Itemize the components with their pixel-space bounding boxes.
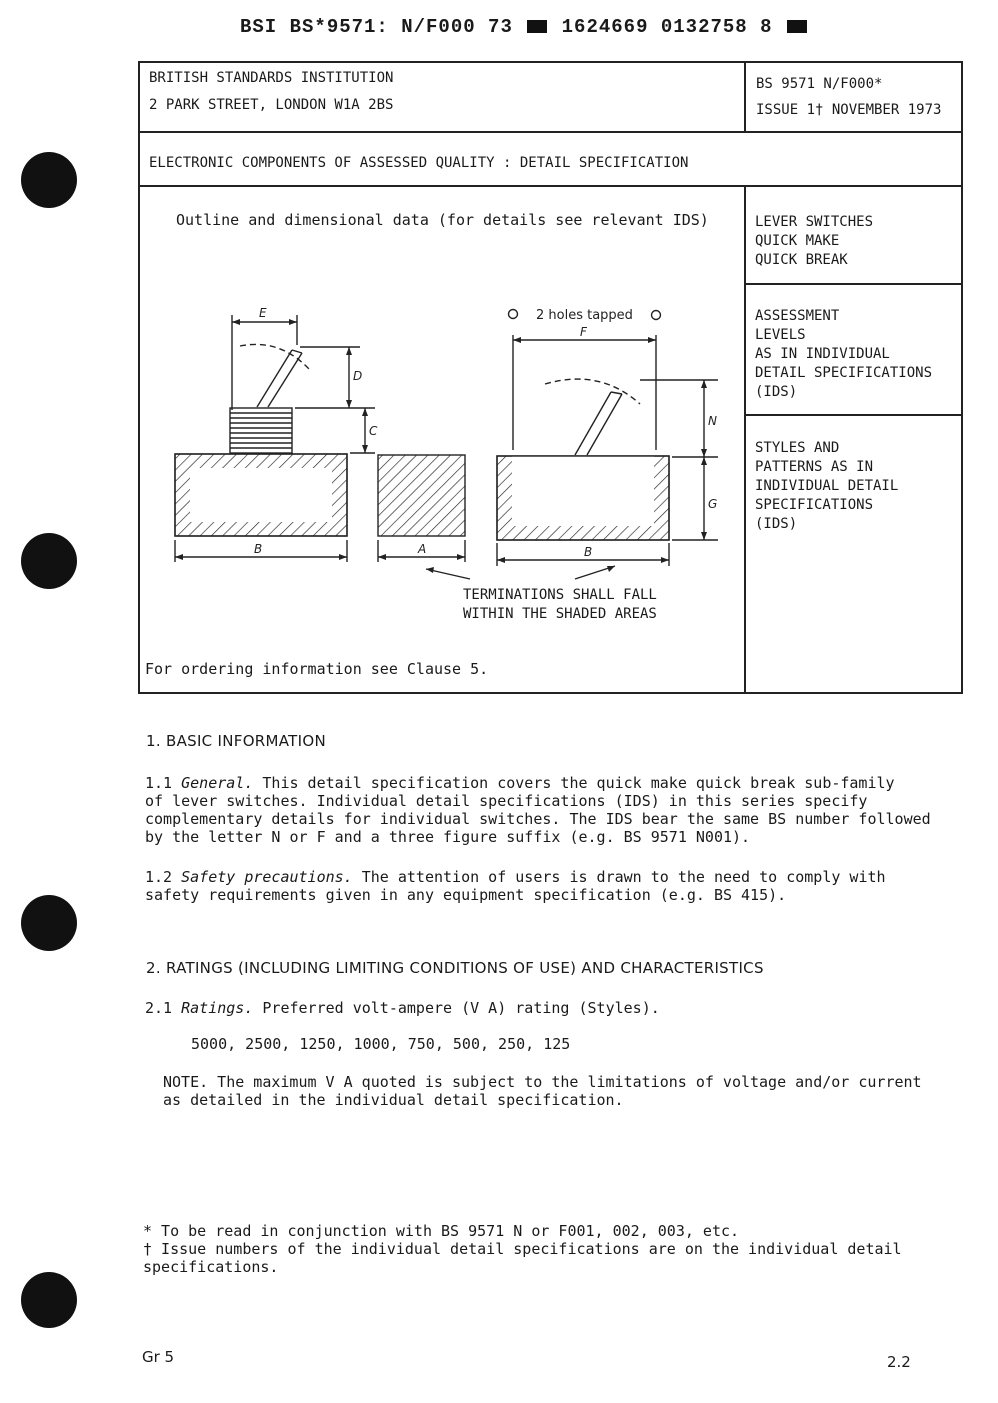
assessment-line: LEVELS: [755, 327, 806, 343]
assessment-line: AS IN INDIVIDUAL: [755, 346, 890, 362]
holes-label: 2 holes tapped: [536, 308, 633, 323]
paragraph-title: Safety precautions.: [181, 868, 353, 886]
binder-hole: [21, 1272, 77, 1328]
paragraph-line: The attention of users is drawn to the need to comply with: [361, 868, 886, 886]
paragraph-number: 1.2: [145, 868, 173, 886]
dimension-label-b-left: B: [254, 542, 263, 556]
dimension-label-a: A: [418, 542, 427, 556]
left-lever: [240, 344, 310, 407]
tapped-hole-mark: [652, 311, 661, 320]
switch-type-line: QUICK MAKE: [755, 233, 840, 249]
threaded-bushing: [230, 408, 292, 453]
styles-line: SPECIFICATIONS: [755, 497, 874, 513]
section-1-heading: 1. BASIC INFORMATION: [146, 732, 326, 750]
right-lever: [545, 379, 640, 455]
paragraph-title: General.: [181, 774, 254, 792]
termination-area-block: [378, 455, 465, 536]
footnotes: [143, 1222, 902, 1276]
note-line: NOTE. The maximum V A quoted is subject to the limitations of voltage and/or current: [163, 1073, 922, 1091]
footnote-line: † Issue numbers of the individual detail specifications are on the individual detail: [143, 1240, 902, 1258]
paragraph-line: of lever switches. Individual detail specifications (IDS) in this series specify: [145, 792, 868, 810]
tapped-hole-mark: [509, 310, 518, 319]
dimension-label-d: D: [353, 369, 363, 383]
document-code-middle: 1624669 0132758 8: [561, 16, 773, 38]
issue-date: ISSUE 1† NOVEMBER 1973: [756, 102, 942, 118]
spec-title: ELECTRONIC COMPONENTS OF ASSESSED QUALITY : DETAIL SPECIFICATION: [149, 155, 689, 171]
paragraph-line: by the letter N or F and a three figure suffix (e.g. BS 9571 N001).: [145, 828, 751, 846]
paragraph-number: 2.1: [145, 999, 173, 1017]
binder-hole: [21, 895, 77, 951]
page-number: 2.2: [887, 1353, 911, 1371]
section-2-heading: 2. RATINGS (INCLUDING LIMITING CONDITIONS OF USE) AND CHARACTERISTICS: [146, 959, 764, 977]
ratings-note: [163, 1073, 922, 1109]
right-switch-body: [497, 456, 669, 540]
ordering-info: For ordering information see Clause 5.: [145, 660, 489, 678]
paragraph-line: Preferred volt-ampere (V A) rating (Styles).: [262, 999, 660, 1017]
dimension-label-e: E: [259, 306, 267, 320]
paragraph-1-1: [145, 774, 931, 846]
assessment-line: ASSESSMENT: [755, 308, 840, 324]
styles-line: INDIVIDUAL DETAIL: [755, 478, 899, 494]
paragraph-title: Ratings.: [181, 999, 254, 1017]
terminations-note-line: TERMINATIONS SHALL FALL: [463, 587, 657, 603]
footer-group-code: Gr 5: [142, 1348, 175, 1366]
paragraph-line: complementary details for individual switches. The IDS bear the same BS number followed: [145, 810, 931, 828]
paragraph-1-2: [145, 868, 886, 904]
styles-line: (IDS): [755, 516, 798, 532]
dimension-label-c: C: [369, 424, 378, 438]
document-code-left: BSI BS*9571: N/F000 73: [240, 16, 513, 38]
dimension-label-n: N: [708, 414, 717, 428]
institution-name: BRITISH STANDARDS INSTITUTION: [149, 70, 394, 86]
switch-type-line: QUICK BREAK: [755, 252, 848, 268]
institution-address: 2 PARK STREET, LONDON W1A 2BS: [149, 97, 394, 113]
paragraph-line: safety requirements given in any equipment specification (e.g. BS 415).: [145, 886, 787, 904]
dimension-label-b-right: B: [584, 545, 593, 559]
dimension-label-g: G: [708, 497, 718, 511]
note-line: as detailed in the individual detail specification.: [163, 1091, 624, 1109]
footnote-line: specifications.: [143, 1258, 279, 1276]
switch-type-line: LEVER SWITCHES: [755, 214, 874, 230]
paragraph-2-1: [145, 999, 660, 1017]
dimension-label-f: F: [580, 325, 587, 339]
styles-line: PATTERNS AS IN: [755, 459, 874, 475]
terminations-note-line: WITHIN THE SHADED AREAS: [463, 606, 657, 622]
assessment-line: (IDS): [755, 384, 798, 400]
footnote-line: * To be read in conjunction with BS 9571 N or F001, 002, 003, etc.: [143, 1222, 740, 1240]
paragraph-line: This detail specification covers the quick make quick break sub-family: [262, 774, 895, 792]
styles-line: STYLES AND: [755, 440, 840, 456]
spec-number: BS 9571 N/F000*: [756, 76, 883, 92]
paragraph-number: 1.1: [145, 774, 173, 792]
assessment-line: DETAIL SPECIFICATIONS: [755, 365, 933, 381]
outline-caption: Outline and dimensional data (for details see relevant IDS): [176, 211, 709, 229]
ratings-values: 5000, 2500, 1250, 1000, 750, 500, 250, 125: [191, 1035, 571, 1053]
left-switch-body: [175, 454, 347, 536]
